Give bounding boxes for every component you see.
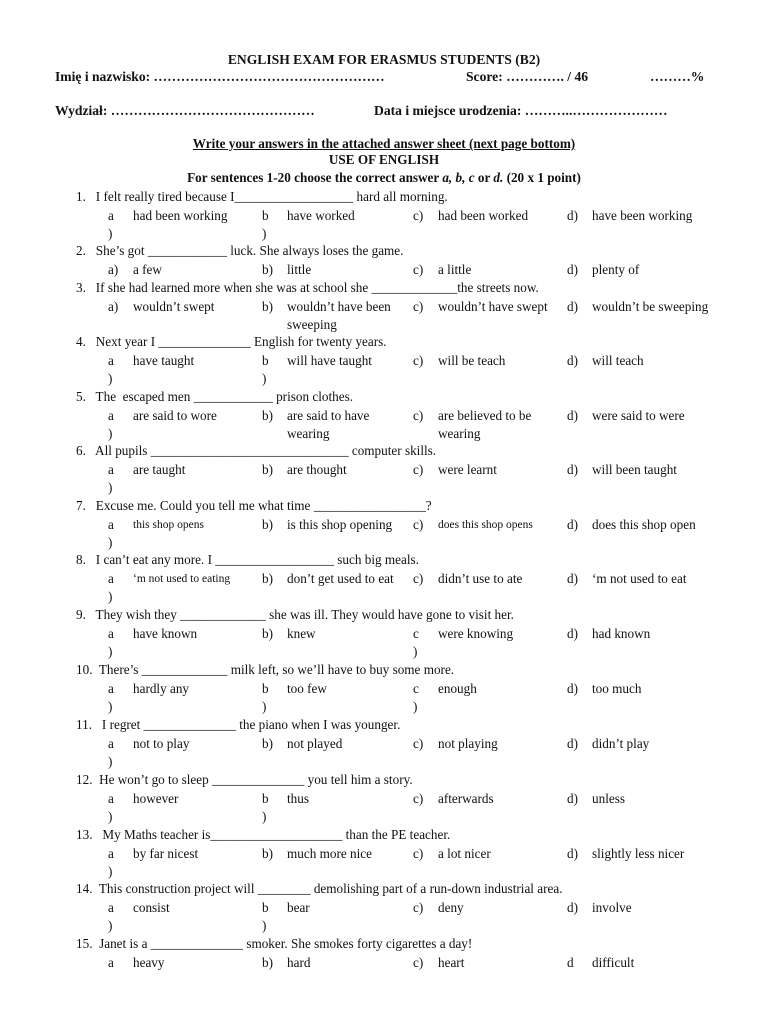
option-text: not played xyxy=(287,736,343,751)
option-text: will be teach xyxy=(438,353,506,368)
option-text: not playing xyxy=(438,736,498,751)
option-text: deny xyxy=(438,900,464,915)
option-text: however xyxy=(133,791,179,806)
option-text: don’t get used to eat xyxy=(287,571,394,586)
option-text: consist xyxy=(133,900,170,915)
option-label: c) xyxy=(413,846,424,861)
option-text: ‘m not used to eating xyxy=(133,573,231,585)
option-label: b) xyxy=(262,517,273,532)
name-field: Imię i nazwisko: …………………………………………… xyxy=(55,69,385,84)
question-stem: 3. If she had learned more when she was at school she _____________the streets now. xyxy=(76,280,539,295)
option-label: b ) xyxy=(262,681,269,714)
option-text: have been working xyxy=(592,208,693,223)
option-label: a ) xyxy=(108,791,114,824)
option-label: c) xyxy=(413,900,424,915)
option-label: d) xyxy=(567,681,578,696)
option-label: a ) xyxy=(108,900,114,933)
option-text: knew xyxy=(287,626,316,641)
question-stem: 12. He won’t go to sleep ______________ you tell him a story. xyxy=(76,772,413,787)
option-label: c) xyxy=(413,299,424,314)
option-label: b) xyxy=(262,736,273,751)
option-text: afterwards xyxy=(438,791,494,806)
option-label: a ) xyxy=(108,571,114,604)
option-text: a little xyxy=(438,262,472,277)
option-text: thus xyxy=(287,791,309,806)
option-label: b) xyxy=(262,462,273,477)
option-text: too few xyxy=(287,681,327,696)
option-label: c ) xyxy=(413,626,419,659)
option-text: hardly any xyxy=(133,681,190,696)
option-label: d) xyxy=(567,353,578,368)
option-label: a ) xyxy=(108,846,114,879)
question-stem: 11. I regret ______________ the piano when I was younger. xyxy=(76,717,401,732)
question-stem: 9. They wish they _____________ she was ill. They would have gone to visit her. xyxy=(76,607,514,622)
option-label: b) xyxy=(262,955,273,970)
option-text: were learnt xyxy=(438,462,497,477)
option-text: will been taught xyxy=(592,462,677,477)
option-text: didn’t play xyxy=(592,736,650,751)
option-label: c) xyxy=(413,955,424,970)
option-label: b ) xyxy=(262,353,269,386)
option-label: a ) xyxy=(108,626,114,659)
question-stem: 7. Excuse me. Could you tell me what time _________________? xyxy=(76,498,432,513)
option-label: a ) xyxy=(108,462,114,495)
option-label: b) xyxy=(262,262,273,277)
option-text: have taught xyxy=(133,353,195,368)
option-text: too much xyxy=(592,681,642,696)
question-stem: 14. This construction project will ________ demolishing part of a run-down industrial area. xyxy=(76,881,563,896)
option-label: a ) xyxy=(108,408,114,441)
option-text: little xyxy=(287,262,312,277)
option-text: were said to were xyxy=(592,408,685,423)
option-text: wouldn’t swept xyxy=(133,299,215,314)
score-field: Score: …………. / 46 xyxy=(466,69,589,84)
option-text: does this shop open xyxy=(592,517,696,532)
option-text: this shop opens xyxy=(133,519,204,531)
option-text: difficult xyxy=(592,955,635,970)
answer-sheet-instruction: Write your answers in the attached answer sheet (next page bottom) xyxy=(192,136,576,151)
option-text: are said to wore xyxy=(133,408,217,423)
option-label: d) xyxy=(567,736,578,751)
option-label: a ) xyxy=(108,517,114,550)
option-text: enough xyxy=(438,681,477,696)
option-text: unless xyxy=(592,791,625,806)
option-label: a) xyxy=(108,262,119,277)
option-text: are thought xyxy=(287,462,347,477)
question-stem: 1. I felt really tired because I__________________ hard all morning. xyxy=(76,189,448,204)
option-label: c) xyxy=(413,736,424,751)
option-label: a xyxy=(108,955,114,970)
option-label: c) xyxy=(413,353,424,368)
section-heading: USE OF ENGLISH xyxy=(328,152,440,167)
option-label: d) xyxy=(567,626,578,641)
option-text: does this shop opens xyxy=(438,519,533,531)
option-label: d) xyxy=(567,299,578,314)
question-stem: 10. There’s _____________ milk left, so we’ll have to buy some more. xyxy=(76,662,455,677)
option-text: hard xyxy=(287,955,311,970)
option-text: heavy xyxy=(133,955,165,970)
option-text: is this shop opening xyxy=(287,517,393,532)
option-text: wouldn’t have been sweeping xyxy=(287,299,391,332)
option-text: slightly less nicer xyxy=(592,846,685,861)
option-label: d) xyxy=(567,208,578,223)
option-text: were knowing xyxy=(438,626,514,641)
option-label: d) xyxy=(567,571,578,586)
option-text: have known xyxy=(133,626,198,641)
option-label: d xyxy=(567,955,574,970)
question-stem: 2. She’s got ____________ luck. She always loses the game. xyxy=(76,243,404,258)
option-label: c ) xyxy=(413,681,419,714)
option-text: had been working xyxy=(133,208,228,223)
option-text: much more nice xyxy=(287,846,372,861)
option-label: b ) xyxy=(262,900,269,933)
option-label: c) xyxy=(413,208,424,223)
question-stem: 8. I can’t eat any more. I __________________ such big meals. xyxy=(76,552,419,567)
option-label: d) xyxy=(567,262,578,277)
option-label: a) xyxy=(108,299,119,314)
option-label: d) xyxy=(567,408,578,423)
option-label: c) xyxy=(413,408,424,423)
option-text: have worked xyxy=(287,208,355,223)
option-label: b ) xyxy=(262,208,269,241)
option-label: d) xyxy=(567,846,578,861)
faculty-field: Wydział: ……………………………………… xyxy=(55,103,315,118)
option-text: wouldn’t have swept xyxy=(438,299,548,314)
task-instruction: For sentences 1-20 choose the correct answer a, b, c or d. (20 x 1 point) xyxy=(187,170,581,185)
option-text: involve xyxy=(592,900,632,915)
option-text: a few xyxy=(133,262,162,277)
question-stem: 5. The escaped men ____________ prison clothes. xyxy=(76,389,354,404)
birth-field: Data i miejsce urodzenia: ………..………………… xyxy=(374,103,668,118)
option-label: b) xyxy=(262,408,273,423)
option-text: are believed to be wearing xyxy=(438,408,532,441)
question-stem: 15. Janet is a ______________ smoker. She smokes forty cigarettes a day! xyxy=(76,936,473,951)
option-text: are taught xyxy=(133,462,186,477)
option-text: will have taught xyxy=(287,353,372,368)
option-label: a ) xyxy=(108,208,114,241)
percent-field: ………% xyxy=(650,69,705,84)
option-label: d) xyxy=(567,900,578,915)
option-label: b) xyxy=(262,571,273,586)
option-label: b) xyxy=(262,846,273,861)
option-label: a ) xyxy=(108,353,114,386)
option-text: will teach xyxy=(592,353,644,368)
option-text: by far nicest xyxy=(133,846,199,861)
option-label: c) xyxy=(413,571,424,586)
option-text: bear xyxy=(287,900,310,915)
option-text: heart xyxy=(438,955,465,970)
question-stem: 13. My Maths teacher is____________________ than the PE teacher. xyxy=(76,827,451,842)
option-label: b) xyxy=(262,626,273,641)
option-label: b) xyxy=(262,299,273,314)
option-label: a ) xyxy=(108,736,114,769)
option-label: c) xyxy=(413,262,424,277)
option-label: b ) xyxy=(262,791,269,824)
option-label: c) xyxy=(413,791,424,806)
question-stem: 6. All pupils ______________________________ computer skills. xyxy=(76,443,437,458)
option-text: wouldn’t be sweeping xyxy=(592,299,709,314)
option-label: d) xyxy=(567,791,578,806)
option-text: ‘m not used to eat xyxy=(592,571,687,586)
option-text: had been worked xyxy=(438,208,529,223)
option-text: had known xyxy=(592,626,651,641)
option-text: didn’t use to ate xyxy=(438,571,523,586)
option-text: are said to have wearing xyxy=(287,408,370,441)
option-text: a lot nicer xyxy=(438,846,491,861)
exam-title: ENGLISH EXAM FOR ERASMUS STUDENTS (B2) xyxy=(227,52,541,67)
option-text: plenty of xyxy=(592,262,640,277)
option-label: a ) xyxy=(108,681,114,714)
option-text: not to play xyxy=(133,736,190,751)
option-label: d) xyxy=(567,462,578,477)
question-stem: 4. Next year I ______________ English for twenty years. xyxy=(76,334,387,349)
option-label: c) xyxy=(413,462,424,477)
option-label: d) xyxy=(567,517,578,532)
option-label: c) xyxy=(413,517,424,532)
